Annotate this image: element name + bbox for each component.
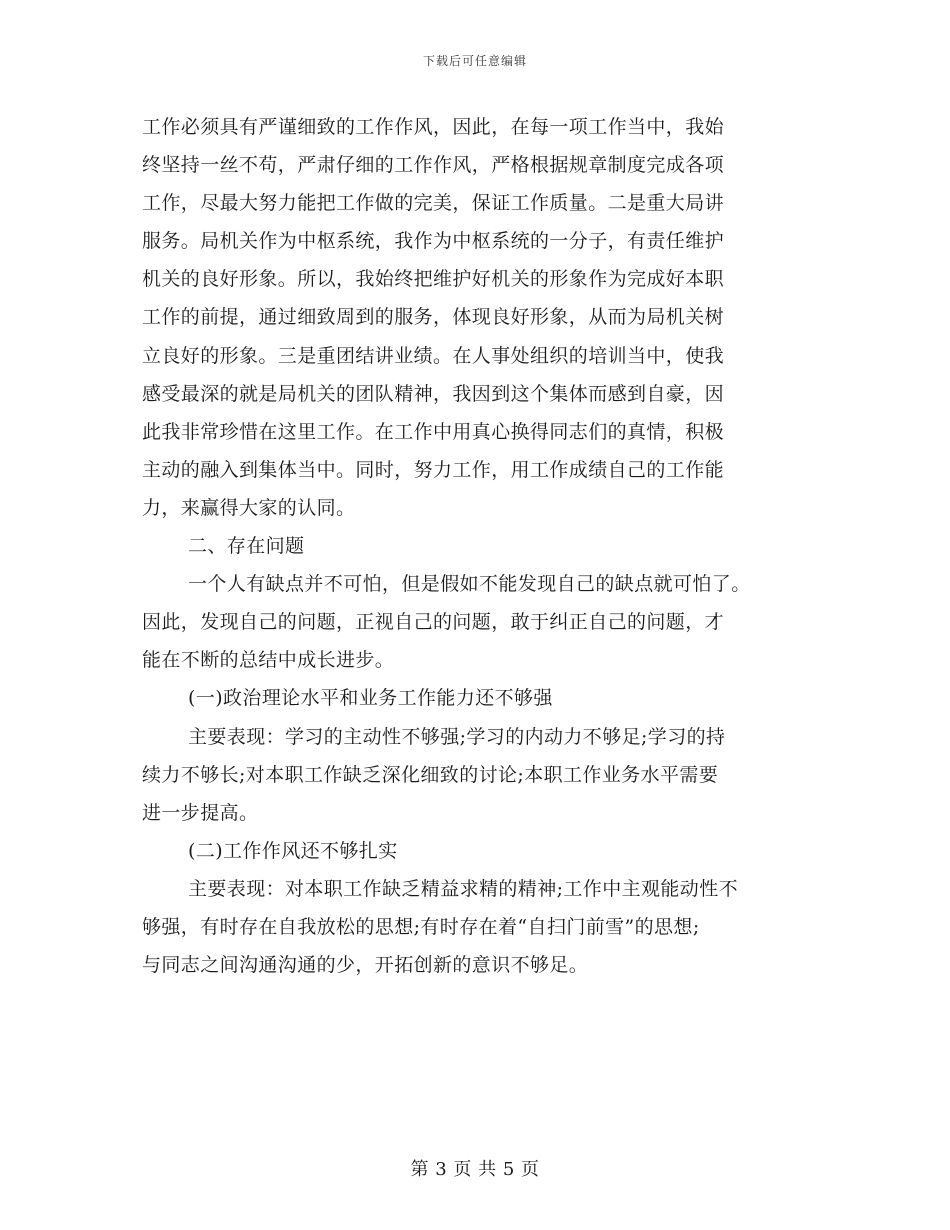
text-line: 工作的前提，通过细致周到的服务，体现良好形象，从而为局机关树	[142, 306, 725, 329]
text-line: 工作，尽最大努力能把工作做的完美，保证工作质量。二是重大局讲	[142, 192, 725, 215]
text-line: 续力不够长;对本职工作缺乏深化细致的讨论;本职工作业务水平需要	[142, 763, 719, 786]
text-line: 服务。局机关作为中枢系统，我作为中枢系统的一分子，有责任维护	[142, 230, 725, 253]
text-line: (一)政治理论水平和业务工作能力还不够强	[188, 687, 553, 710]
page-header: 下载后可任意编辑	[422, 54, 527, 68]
text-line: 主要表现：学习的主动性不够强;学习的内动力不够足;学习的持	[188, 725, 726, 748]
text-line: 能在不断的总结中成长进步。	[142, 649, 395, 672]
text-line: 进一步提高。	[142, 801, 259, 824]
text-line: (二)工作作风还不够扎实	[188, 839, 398, 862]
text-line: 够强，有时存在自我放松的思想;有时存在着“自扫门前雪”的思想;	[142, 915, 700, 938]
text-line: 感受最深的就是局机关的团队精神，我因到这个集体而感到自豪，因	[142, 382, 725, 405]
text-line: 与同志之间沟通沟通的少，开拓创新的意识不够足。	[142, 954, 589, 977]
text-line: 此我非常珍惜在这里工作。在工作中用真心换得同志们的真情，积极	[142, 420, 725, 443]
text-line: 主动的融入到集体当中。同时，努力工作，用工作成绩自己的工作能	[142, 458, 725, 481]
text-line: 工作必须具有严谨细致的工作作风，因此，在每一项工作当中，我始	[142, 116, 725, 138]
page-footer: 第 3 页 共 5 页	[410, 1159, 540, 1180]
text-line: 立良好的形象。三是重团结讲业绩。在人事处组织的培训当中，使我	[142, 344, 725, 367]
text-line: 机关的良好形象。所以，我始终把维护好机关的形象作为完成好本职	[142, 268, 725, 291]
text-line: 终坚持一丝不苟，严肃仔细的工作作风，严格根据规章制度完成各项	[142, 154, 725, 177]
text-line: 力，来赢得大家的认同。	[142, 496, 356, 519]
text-line: 二、存在问题	[188, 535, 305, 558]
text-line: 主要表现：对本职工作缺乏精益求精的精神;工作中主观能动性不	[188, 877, 739, 900]
text-line: 因此，发现自己的问题，正视自己的问题，敢于纠正自己的问题，才	[142, 611, 725, 634]
text-line: 一个人有缺点并不可怕，但是假如不能发现自己的缺点就可怕了。	[188, 573, 751, 596]
document-body	[142, 108, 810, 984]
